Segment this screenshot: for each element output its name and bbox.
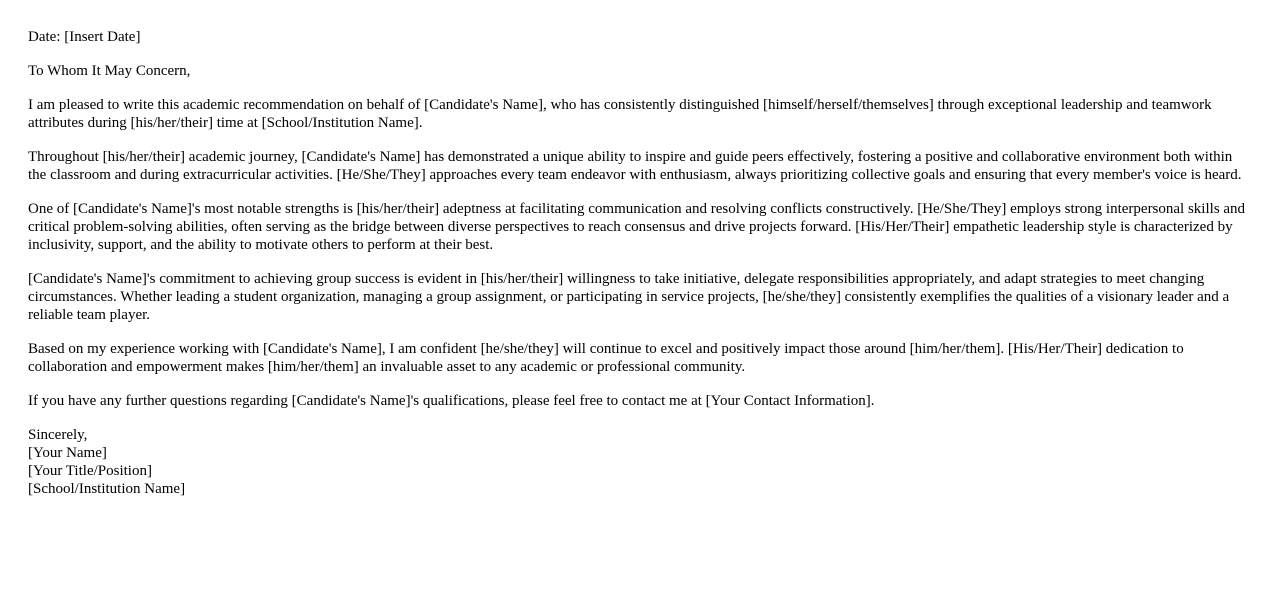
body-paragraph-intro: I am pleased to write this academic recommendation on behalf of [Candidate's Name], who has consistently distinguished [himself/herself/themselves] through exceptional leadership and teamwork attributes during [his/her/their] time at [School/Institution Name]. xyxy=(28,97,1212,131)
body-paragraph-strengths: One of [Candidate's Name]'s most notable strengths is [his/her/their] adeptness at facilitating communication and resolving conflicts constructively. [He/She/They] employs strong interpersonal skills and critical problem-solving abilities, often serving as the bridge between diverse perspectives to reach consensus and drive projects forward. [His/Her/Their] empathetic leadership style is characterized by inclusivity, support, and the ability to motivate others to perform at their best. xyxy=(28,201,1246,253)
date-line: Date: [Insert Date] xyxy=(28,29,141,45)
valediction: Sincerely, xyxy=(28,427,88,443)
recommendation-letter xyxy=(28,28,1250,514)
signer-institution: [School/Institution Name] xyxy=(28,481,186,497)
body-paragraph-confidence: Based on my experience working with [Candidate's Name], I am confident [he/she/they] will continue to excel and positively impact those around [him/her/them]. [His/Her/Their] dedication to collaboration and empowerment makes [him/her/them] an invaluable asset to any academic or professional community. xyxy=(28,341,1184,375)
salutation: To Whom It May Concern, xyxy=(28,63,191,79)
body-paragraph-contact: If you have any further questions regarding [Candidate's Name]'s qualifications, please feel free to contact me at [Your Contact Information]. xyxy=(28,393,875,409)
signature-block xyxy=(28,426,1250,498)
body-paragraph-academic-journey: Throughout [his/her/their] academic journey, [Candidate's Name] has demonstrated a unique ability to inspire and guide peers effectively, fostering a positive and collaborative environment both within the classroom and during extracurricular activities. [He/She/They] approaches every team endeavor with enthusiasm, always prioritizing collective goals and ensuring that every member's voice is heard. xyxy=(28,149,1242,183)
body-paragraph-commitment: [Candidate's Name]'s commitment to achieving group success is evident in [his/her/their] willingness to take initiative, delegate responsibilities appropriately, and adapt strategies to meet changing circumstances. Whether leading a student organization, managing a group assignment, or participating in service projects, [he/she/they] consistently exemplifies the qualities of a visionary leader and a reliable team player. xyxy=(28,271,1230,323)
signer-name: [Your Name] xyxy=(28,445,107,461)
signer-title: [Your Title/Position] xyxy=(28,463,152,479)
